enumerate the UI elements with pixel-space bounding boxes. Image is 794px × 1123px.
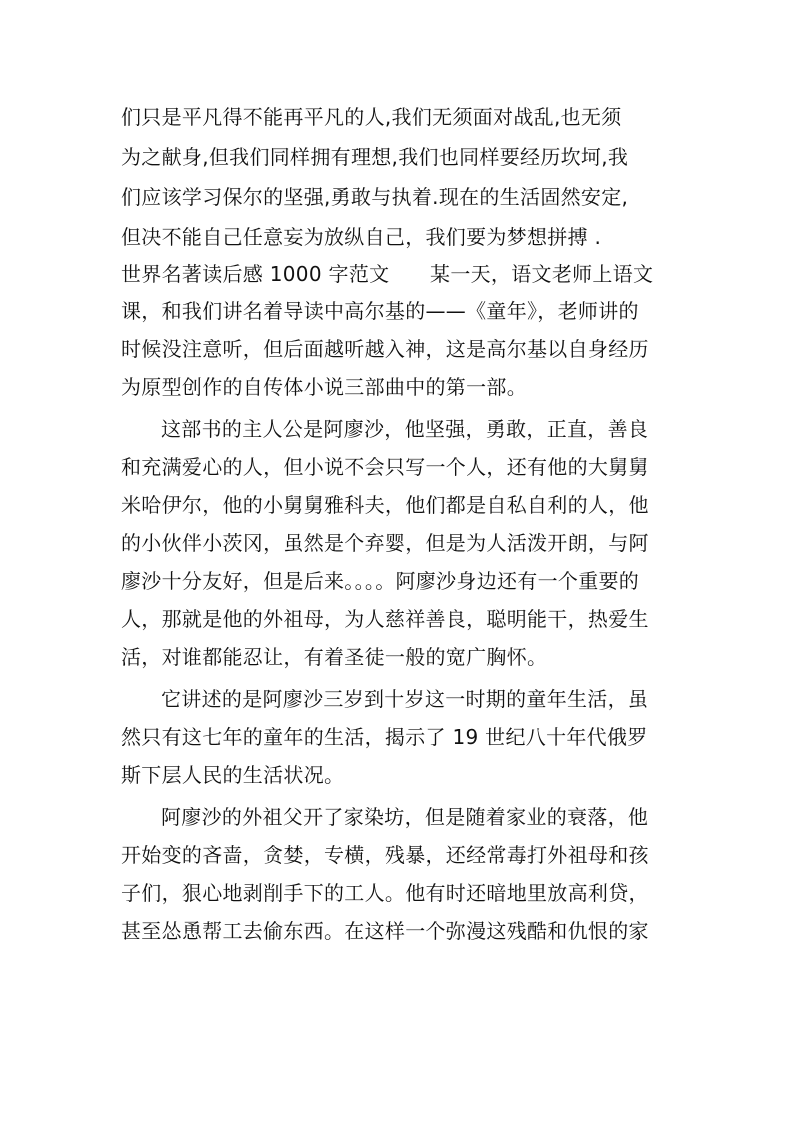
text-line: 时候没注意听，但后面越听越入神，这是高尔基以自身经历 xyxy=(121,337,649,361)
text-line: 活，对谁都能忍让，有着圣徒一般的宽广胸怀。 xyxy=(121,645,548,669)
document-body xyxy=(121,100,679,948)
text-line: 但决不能自己任意妄为放纵自己，我们要为梦想拼搏 . xyxy=(121,225,602,249)
text-line: 们只是平凡得不能再平凡的人,我们无须面对战乱,也无须 xyxy=(121,105,622,129)
text-line: 课，和我们讲名着导读中高尔基的——《童年》，老师讲的 xyxy=(121,299,639,323)
paragraph-first-line: 它讲述的是阿廖沙三岁到十岁这一时期的童年生活，虽 xyxy=(161,687,649,711)
text-line: 子们，狠心地剥削手下的工人。他有时还暗地里放高利贷， xyxy=(121,881,649,905)
text-line: 斯下层人民的生活状况。 xyxy=(121,763,345,787)
text-line: 世界名著读后感 1000 字范文 某一天，语文老师上语文 xyxy=(121,262,654,286)
text-line: 为之献身,但我们同样拥有理想,我们也同样要经历坎坷,我 xyxy=(121,145,629,169)
text-line: 人，那就是他的外祖母，为人慈祥善良，聪明能干，热爱生 xyxy=(121,607,649,631)
paragraph-first-line: 这部书的主人公是阿廖沙，他坚强，勇敢，正直，善良 xyxy=(161,417,649,441)
text-line: 甚至怂恿帮工去偷东西。在这样一个弥漫这残酷和仇恨的家 xyxy=(121,919,649,943)
text-line: 米哈伊尔，他的小舅舅雅科夫，他们都是自私自利的人，他 xyxy=(121,493,649,517)
text-line: 们应该学习保尔的坚强,勇敢与执着.现在的生活固然安定, xyxy=(121,185,629,209)
text-line: 的小伙伴小茨冈，虽然是个弃婴，但是为人活泼开朗，与阿 xyxy=(121,531,649,555)
text-line: 和充满爱心的人，但小说不会只写一个人，还有他的大舅舅 xyxy=(121,455,649,479)
text-line: 廖沙十分友好，但是后来。。。。阿廖沙身边还有一个重要的 xyxy=(121,569,640,593)
text-line: 然只有这七年的童年的生活，揭示了 19 世纪八十年代俄罗 xyxy=(121,725,648,749)
text-line: 开始变的吝啬，贪婪，专横，残暴，还经常毒打外祖母和孩 xyxy=(121,843,649,867)
paragraph-first-line: 阿廖沙的外祖父开了家染坊，但是随着家业的衰落，他 xyxy=(161,805,649,829)
text-line: 为原型创作的自传体小说三部曲中的第一部。 xyxy=(121,375,527,399)
